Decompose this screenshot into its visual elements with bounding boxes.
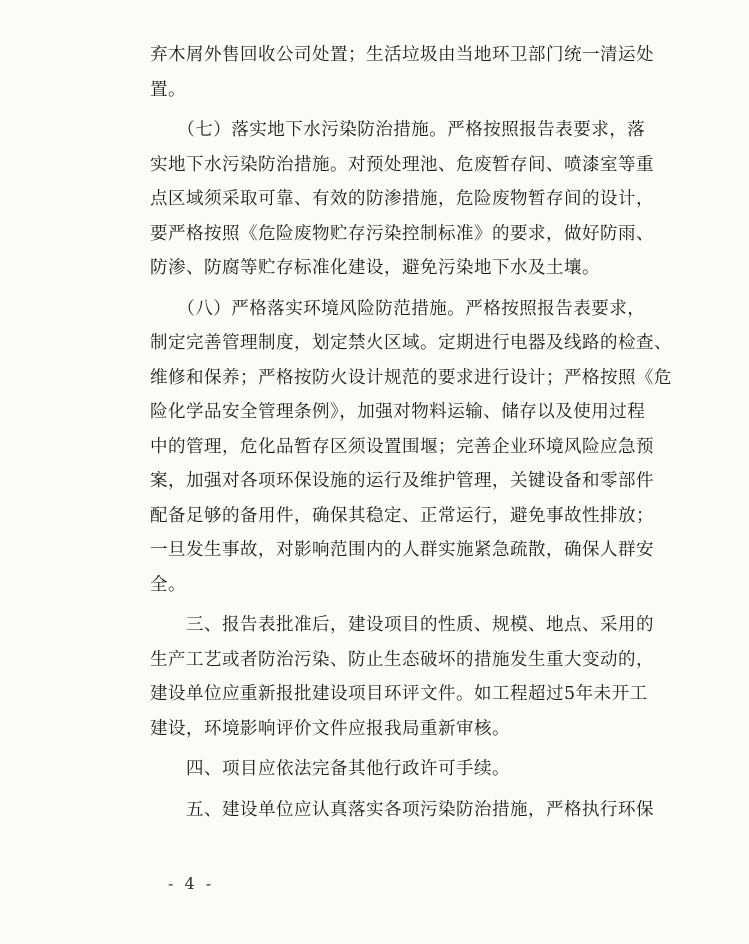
text-line: 建设单位应重新报批建设项目环评文件。如工程超过5年未开工 — [150, 684, 648, 704]
text-line: 配备足够的备用件，确保其稳定、正常运行，避免事故性排放； — [150, 505, 654, 526]
text-line: 要严格按照《危险废物贮存污染控制标准》的要求，做好防雨、 — [150, 223, 654, 244]
text-line: 三、报告表批准后，建设项目的性质、规模、地点、采用的 — [150, 615, 654, 635]
text-line: 防渗、防腐等贮存标准化建设，避免污染地下水及土壤。 — [150, 258, 600, 278]
text-line: 建设，环境影响评价文件应报我局重新审核。 — [150, 718, 510, 739]
text-line: 维修和保养；严格按防火设计规范的要求进行设计；严格按照《危 — [150, 367, 672, 388]
text-line: 制定完善管理制度，划定禁火区域。定期进行电器及线路的检查、 — [150, 333, 672, 353]
text-line: 置。 — [150, 79, 186, 100]
text-line: 实地下水污染防治措施。对预处理池、危废暂存间、喷漆室等重 — [150, 154, 654, 175]
text-line: 五、建设单位应认真落实各项污染防治措施，严格执行环保 — [150, 799, 654, 820]
page-number: - 4 - — [168, 874, 215, 893]
text-line: 点区域须采取可靠、有效的防渗措施，危险废物暂存间的设计， — [150, 189, 654, 209]
document-body — [150, 38, 670, 827]
text-line: 生产工艺或者防治污染、防止生态破坏的措施发生重大变动的， — [150, 649, 654, 670]
text-line: 一旦发生事故，对影响范围内的人群实施紧急疏散，确保人群安 — [150, 540, 654, 560]
text-line: 中的管理，危化品暂存区须设置围堰；完善企业环境风险应急预 — [150, 436, 654, 457]
text-line: 全。 — [150, 574, 186, 595]
text-line: 弃木屑外售回收公司处置；生活垃圾由当地环卫部门统一清运处 — [150, 45, 654, 65]
text-line: （七）落实地下水污染防治措施。严格按照报告表要求，落 — [150, 120, 646, 140]
text-line: （八）严格落实环境风险防范措施。严格按照报告表要求， — [150, 298, 646, 319]
text-line: 四、项目应依法完备其他行政许可手续。 — [150, 759, 510, 779]
text-line: 案，加强对各项环保设施的运行及维护管理，关键设备和零部件 — [150, 471, 654, 491]
text-line: 险化学品安全管理条例》，加强对物料运输、储存以及使用过程 — [150, 402, 646, 422]
